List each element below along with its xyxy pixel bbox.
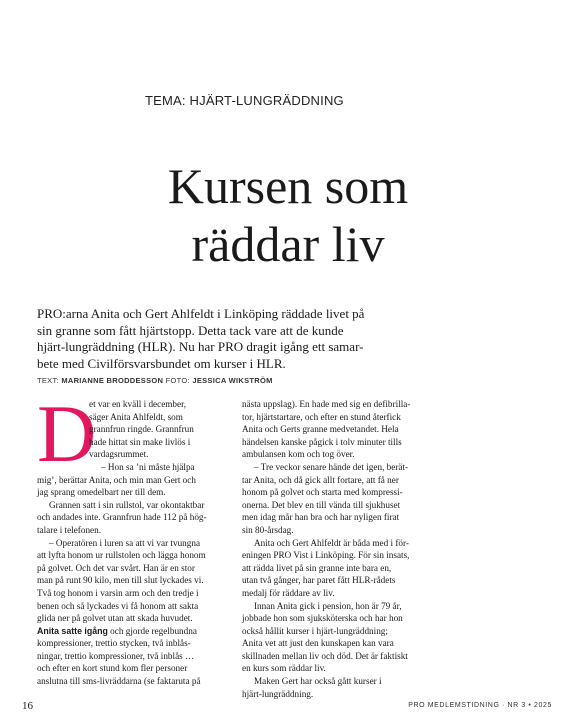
- text-line: medalj för räddare av liv.: [242, 587, 335, 598]
- text-line: benen och så lyckades vi få honom att sakta: [37, 600, 199, 611]
- text-line: mig’, berättar Anita, och min man Gert och: [37, 474, 196, 485]
- text-line: Grannen satt i sin rullstol, var okontaktbar: [49, 499, 205, 510]
- text-line: utan två gånger, har paret fått HLR-rådets: [242, 575, 396, 586]
- text-line: Anita och Gert Ahlfeldt är båda med i för-: [254, 537, 409, 548]
- text-line: också hållit kurser i hjärt-lungräddning;: [242, 625, 388, 636]
- text-line: talare i telefonen.: [37, 524, 102, 535]
- text-line: säger Anita Ahlfeldt, som: [89, 411, 183, 422]
- photo-label: FOTO:: [165, 376, 190, 385]
- text-line: sin 80-årsdag.: [242, 524, 294, 535]
- text-line: händelsen kanske pågick i tolv minuter tills: [242, 436, 402, 447]
- subhead-line: [37, 625, 229, 638]
- text-line: Maken Gert har också gått kurser i: [254, 676, 382, 687]
- text-line: och andades inte. Grannfrun hade 112 på hög-: [37, 512, 207, 523]
- run-in-subhead: Anita satte igång: [37, 625, 108, 636]
- drop-cap: D: [37, 388, 97, 479]
- page-number: 16: [22, 700, 33, 712]
- text-line: kompressioner, trettio stycken, två inblås-: [37, 638, 191, 649]
- text-line: tor, hjärtstartare, och efter en stund återfick: [242, 411, 401, 422]
- subhead-rest: och gjorde regelbundna: [107, 625, 197, 636]
- photographer-name: JESSICA WIKSTRÖM: [192, 376, 273, 385]
- headline-line-2: räddar liv: [191, 216, 385, 272]
- text-line: glida ner på golvet utan att skada huvudet.: [37, 613, 193, 624]
- lead-paragraph: [37, 306, 537, 372]
- text-line: tar Anita, och då gick allt fortare, att få ner: [242, 474, 399, 485]
- text-label: TEXT:: [37, 376, 59, 385]
- text-line: Anita och Gerts granne medvetandet. Hela: [242, 424, 399, 435]
- column-1-text: [37, 474, 229, 625]
- text-line: jobbade hon som sjuksköterska och har hon: [242, 613, 403, 624]
- text-line: – Tre veckor senare hände det igen, berät-: [254, 461, 409, 472]
- column-1-text-end: [37, 637, 229, 687]
- text-line: ningar, trettio kompressioner, två inblås …: [37, 650, 195, 661]
- text-line: grannfrun ringde. Grannfrun: [89, 424, 194, 435]
- text-line: man på runt 90 kilo, men till slut lyckades vi.: [37, 575, 204, 586]
- lead-line: PRO:arna Anita och Gert Ahlfeldt i Linköping räddade livet på: [37, 306, 365, 321]
- text-line: vardagsrummet.: [89, 449, 149, 460]
- text-line: onerna. Det blev en till vända till sjukhuset: [242, 499, 401, 510]
- text-line: en kurs som räddar liv.: [242, 663, 326, 674]
- text-line: att rädda livet på sin granne inte bara en,: [242, 562, 392, 573]
- text-line: – Hon sa ’ni måste hjälpa: [101, 461, 195, 472]
- byline: [37, 376, 273, 385]
- footer-publication: PRO MEDLEMSTIDNING · NR 3 • 2025: [408, 702, 552, 709]
- lead-line: hjärt-lungräddning (HLR). Nu har PRO dragit igång ett samar-: [37, 339, 364, 354]
- text-line: men idag mår han bra och har nyligen firat: [242, 512, 400, 523]
- lead-line: bete med Civilförsvarsbundet om kurser i HLR.: [37, 355, 286, 371]
- text-line: nästa uppslag). En hade med sig en defibrilla-: [242, 399, 411, 409]
- text-line: skillnaden mellan liv och död. Det är faktiskt: [242, 650, 408, 661]
- text-line: hjärt-lungräddning.: [242, 688, 314, 699]
- text-line: eningen PRO Vist i Linköping. För sin insats,: [242, 550, 410, 561]
- text-line: ambulansen kom och tog över.: [242, 449, 355, 460]
- body-column-1: [37, 388, 229, 688]
- dropcap-wrapped-text: [37, 388, 229, 479]
- text-line: Två tog honom i varsin arm och den tredje i: [37, 587, 199, 598]
- text-line: honom på golvet och starta med kompressi-: [242, 487, 403, 498]
- text-line: jag sprang omedelbart ner till dem.: [37, 487, 166, 498]
- body-column-2: [242, 398, 432, 700]
- theme-label: TEMA: HJÄRT-LUNGRÄDDNING: [145, 93, 344, 108]
- lead-line: sin granne som fått hjärtstopp. Detta tack vare att de kunde: [37, 322, 344, 338]
- text-line: et var en kväll i december,: [89, 399, 187, 409]
- text-line: anslutna till sms-livräddarna (se faktaruta på: [37, 676, 201, 687]
- text-line: – Operatören i luren sa att vi var tvungna: [49, 537, 201, 548]
- author-name: MARIANNE BRODDESSON: [61, 376, 164, 385]
- text-line: hade hittat sin make livlös i: [89, 436, 191, 447]
- headline-line-1: Kursen som: [167, 158, 409, 214]
- text-line: och efter en kort stund kom fler personer: [37, 663, 188, 674]
- text-line: att lyfta honom ur rullstolen och lägga honom: [37, 550, 206, 561]
- text-line: Anita vet att just den kunskapen kan vara: [242, 638, 394, 649]
- text-line: på golvet. Och det var svårt. Han är en stor: [37, 562, 195, 573]
- text-line: Innan Anita gick i pension, hon är 79 år,: [254, 600, 402, 611]
